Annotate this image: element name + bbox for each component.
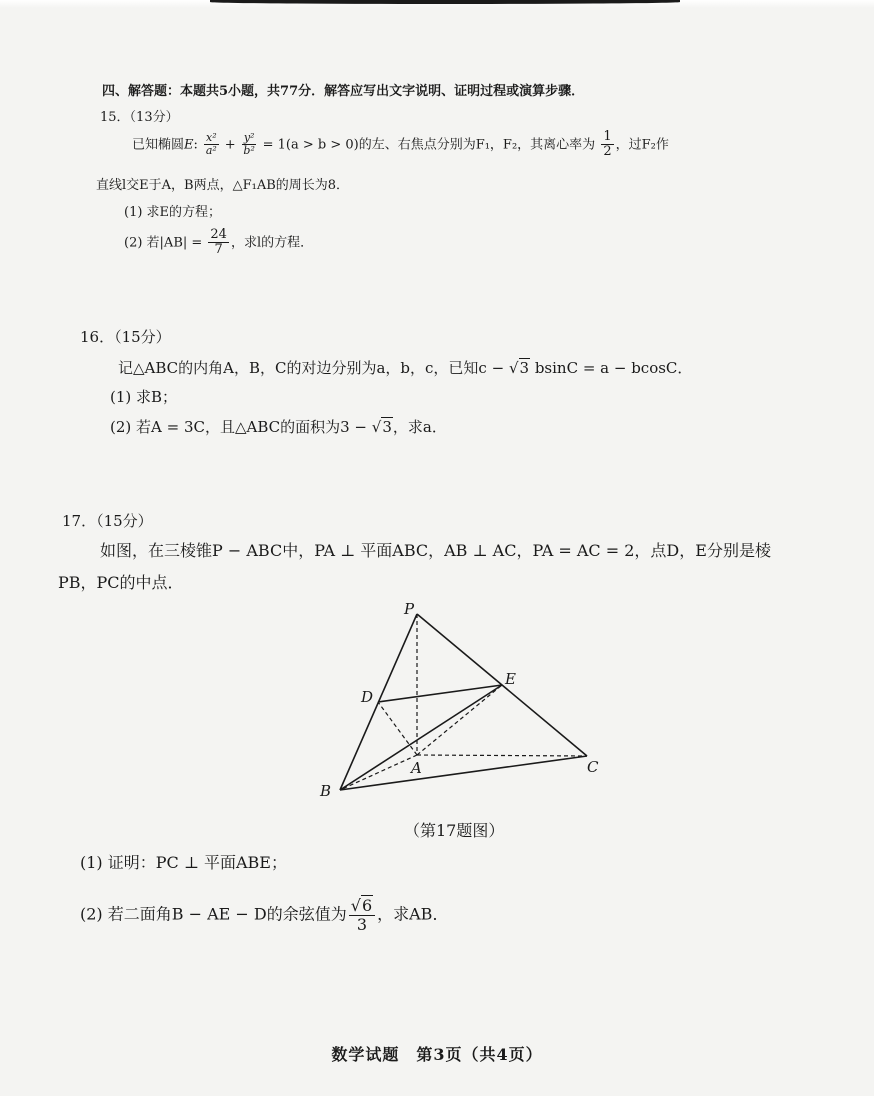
q17-figure-caption: （第17题图） (404, 821, 505, 840)
tetrahedron-figure (315, 598, 605, 798)
q15-frac-y-den: b² (243, 144, 255, 158)
q15-part2-b: ，求l的方程． (230, 235, 314, 251)
q15-frac-x (204, 132, 219, 157)
q16-text-a: 记△ABC的内角A，B，C的对边分别为a，b，c，已知c − (118, 359, 509, 377)
label-P: P (404, 600, 415, 618)
q16-heading: 16．（15分） (80, 328, 171, 346)
q15-text-a: 已知椭圆 (132, 137, 185, 153)
q17-cos-num: √6 (349, 897, 375, 916)
section-header: 四、解答题：本题共5小题，共77分．解答应写出文字说明、证明过程或演算步骤． (102, 84, 585, 99)
q17-part2 (80, 897, 448, 933)
edge-AC (417, 755, 587, 756)
q15-frac-x-den: a² (205, 144, 217, 158)
q17-part2-a: (2) 若二面角B − AE − D的余弦值为 (80, 904, 347, 924)
q17-part1: (1) 证明：PC ⊥ 平面ABE； (80, 853, 287, 872)
q16-part2-b: ，求a． (392, 418, 447, 436)
q15-colon: : (193, 137, 198, 153)
q15-part2-a: (2) 若|AB| = (124, 235, 207, 251)
q15-frac-x-num: x² (206, 131, 217, 145)
q15-ab-den: 7 (214, 242, 223, 258)
q16-part2-sqrt: 3 (382, 418, 392, 436)
label-C: C (587, 758, 599, 776)
q17-part2-b: ，求AB． (377, 904, 449, 924)
q16-part2: (2) 若A = 3C，且△ABC的面积为3 − √3，求a． (110, 418, 447, 436)
q16-line1: 记△ABC的内角A，B，C的对边分别为a，b，c，已知c − √3 bsinC = a − bcosC． (118, 359, 693, 377)
q17-cos-den: 3 (356, 914, 368, 934)
label-D: D (361, 688, 374, 706)
label-A: A (411, 759, 422, 777)
scan-top-edge (0, 0, 874, 8)
q15-ab-frac (208, 228, 229, 258)
q15-ecc-num: 1 (603, 129, 612, 144)
q15-frac-y (242, 132, 257, 157)
q15-text-e: ，过F₂作 (615, 137, 669, 153)
q15-ab-num: 24 (210, 227, 227, 242)
q15-line1 (132, 130, 669, 160)
label-B: B (320, 782, 332, 798)
page-footer: 数学试题 第3页（共4页） (331, 1045, 543, 1064)
edge-AD (378, 702, 417, 755)
q17-cos-sqrt: 6 (361, 896, 373, 915)
q17-line1: 如图，在三棱锥P − ABC中，PA ⊥ 平面ABC，AB ⊥ AC，PA = AC = 2，点D，E分别是棱 (100, 541, 771, 560)
q15-part2 (124, 228, 313, 258)
q15-frac-y-num: y² (243, 131, 255, 145)
q15-plus: + (220, 137, 240, 153)
edge-DE (378, 685, 502, 702)
q16-text-b: bsinC = a − bcosC． (530, 359, 693, 377)
q17-line2: PB，PC的中点． (58, 573, 184, 592)
q15-ecc-den: 2 (603, 144, 612, 160)
q16-sqrt3: 3 (519, 359, 530, 377)
q17-heading: 17．（15分） (62, 512, 153, 530)
q16-part1: (1) 求B； (110, 388, 178, 406)
scan-shadow (210, 0, 680, 4)
q17-cos-frac (349, 897, 375, 933)
q15-ellipse-name: E (184, 137, 194, 153)
q15-text-d: = 1(a > b > 0)的左、右焦点分别为F₁，F₂，其离心率为 (258, 137, 596, 153)
label-E: E (505, 670, 516, 688)
q15-line2: 直线l交E于A，B两点，△F₁AB的周长为8． (96, 178, 350, 193)
q15-part1: (1) 求E的方程； (124, 205, 222, 220)
q16-part2-a: (2) 若A = 3C，且△ABC的面积为3 − (110, 418, 372, 436)
q15-eccentricity (601, 130, 613, 160)
q15-heading: 15．（13分） (100, 110, 179, 125)
